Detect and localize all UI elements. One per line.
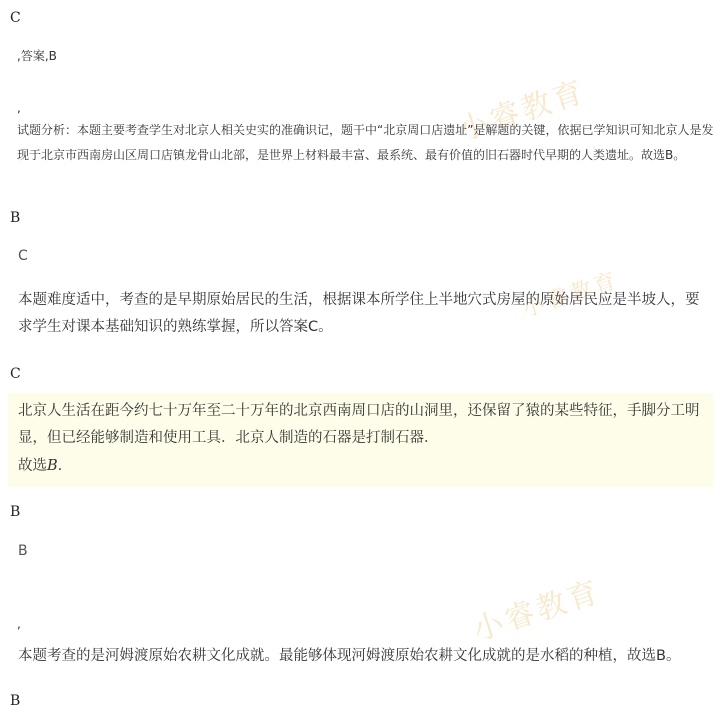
explanation-box	[8, 393, 714, 487]
answer-line: B	[18, 543, 28, 559]
choice-prefix: 故选	[18, 458, 47, 474]
answer-label: C	[10, 366, 21, 382]
answer-label: B	[10, 693, 21, 709]
explanation-text: 本题考查的是河姆渡原始农耕文化成就。最能够体现河姆渡原始农耕文化成就的是水稻的种植，故选B。	[18, 648, 681, 664]
answer-label: B	[10, 504, 21, 520]
explanation-text: 本题难度适中，考查的是早期原始居民的生活，根据课本所学住上半地穴式房屋的原始居民应是半坡人，要求学生对课本基础知识的熟练掌握，所以答案C。	[18, 292, 700, 335]
comma-line: ,	[17, 101, 21, 115]
explanation-text: 北京人生活在距今约七十万年至二十万年的北京西南周口店的山洞里，还保留了猿的某些特征，手脚分工明显，但已经能够制造和使用工具．北京人制造的石器是打制石器．	[18, 403, 700, 446]
watermark: 小睿教育	[453, 74, 591, 149]
answer-label: C	[10, 10, 21, 26]
watermark: 小睿教育	[519, 268, 623, 323]
choice-variable: B	[47, 458, 58, 474]
watermark: 小睿教育	[468, 574, 606, 649]
answer-line: ,答案,B	[17, 49, 57, 63]
choice-line	[18, 453, 62, 480]
answer-line: C	[18, 248, 28, 264]
analysis-text: 试题分析：本题主要考查学生对北京人相关史实的准确识记，题干中“北京周口店遗址”是解题的关键，依据已学知识可知北京人是发现于北京市西南房山区周口店镇龙骨山北部，是世界上材料最丰富、最系统、最有价值的旧石器时代早期的人类遗址。故选B。	[17, 123, 714, 162]
comma-line: ,	[17, 617, 21, 631]
choice-suffix: .	[57, 458, 63, 474]
answer-label: B	[10, 210, 21, 226]
